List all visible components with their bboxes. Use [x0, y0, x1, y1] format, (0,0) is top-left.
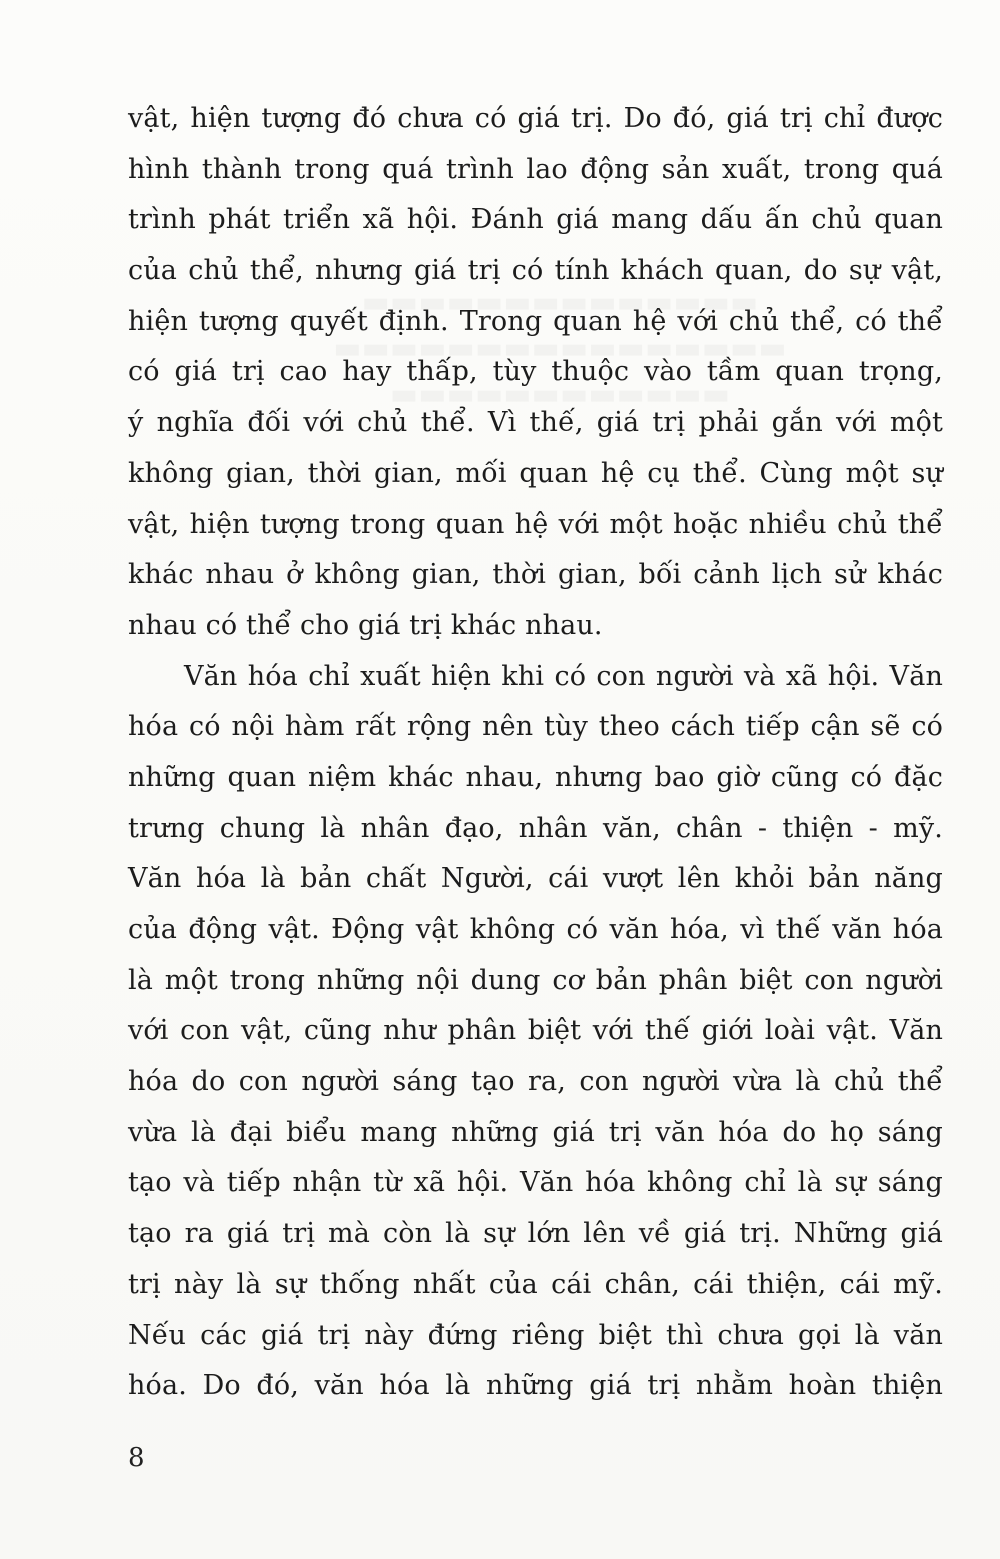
text-line: tạo và tiếp nhận từ xã hội. Văn hóa không chỉ là sự sáng [128, 1167, 943, 1199]
text-line: có giá trị cao hay thấp, tùy thuộc vào tầm quan trọng, [128, 356, 943, 388]
text-line: vật, hiện tượng trong quan hệ với một hoặc nhiều chủ thể [128, 508, 943, 540]
text-line: với con vật, cũng như phân biệt với thế giới loài vật. Văn [128, 1015, 943, 1047]
text-line: hóa. Do đó, văn hóa là những giá trị nhằm hoàn thiện [128, 1370, 943, 1402]
text-line: hóa có nội hàm rất rộng nên tùy theo cách tiếp cận sẽ có [128, 711, 943, 743]
text-line: là một trong những nội dung cơ bản phân biệt con người [128, 964, 943, 996]
text-line: vật, hiện tượng đó chưa có giá trị. Do đó, giá trị chỉ được [128, 103, 943, 134]
text-line: trị này là sự thống nhất của cái chân, cái thiện, cái mỹ. [128, 1268, 943, 1300]
text-line: Văn hóa chỉ xuất hiện khi có con người và xã hội. Văn [184, 660, 943, 692]
text-line: hóa do con người sáng tạo ra, con người vừa là chủ thể [128, 1066, 943, 1098]
text-line: Nếu các giá trị này đứng riêng biệt thì chưa gọi là văn [128, 1319, 943, 1351]
text-line: Văn hóa là bản chất Người, cái vượt lên khỏi bản năng [128, 863, 943, 895]
text-line: trưng chung là nhân đạo, nhân văn, chân - thiện - mỹ. [128, 812, 943, 844]
text-line: hình thành trong quá trình lao động sản xuất, trong quá [128, 153, 943, 185]
text-line: khác nhau ở không gian, thời gian, bối cảnh lịch sử khác [128, 559, 943, 591]
text-line: trình phát triển xã hội. Đánh giá mang dấu ấn chủ quan [128, 204, 943, 236]
text-line: những quan niệm khác nhau, nhưng bao giờ cũng có đặc [128, 761, 943, 793]
text-line: của động vật. Động vật không có văn hóa, vì thế văn hóa [128, 914, 943, 945]
text-line: ý nghĩa đối với chủ thể. Vì thế, giá trị phải gắn với một [128, 407, 943, 439]
page-number: 8 [128, 1443, 145, 1473]
text-line: nhau có thể cho giá trị khác nhau. [128, 609, 603, 641]
text-line: không gian, thời gian, mối quan hệ cụ thể. Cùng một sự [128, 457, 943, 489]
text-line: hiện tượng quyết định. Trong quan hệ với chủ thể, có thể [128, 305, 943, 337]
text-line: tạo ra giá trị mà còn là sự lớn lên về giá trị. Những giá [128, 1218, 943, 1250]
text-line: vừa là đại biểu mang những giá trị văn hóa do họ sáng [128, 1116, 943, 1148]
body-text [128, 94, 943, 1412]
text-line: của chủ thể, nhưng giá trị có tính khách quan, do sự vật, [128, 255, 943, 287]
